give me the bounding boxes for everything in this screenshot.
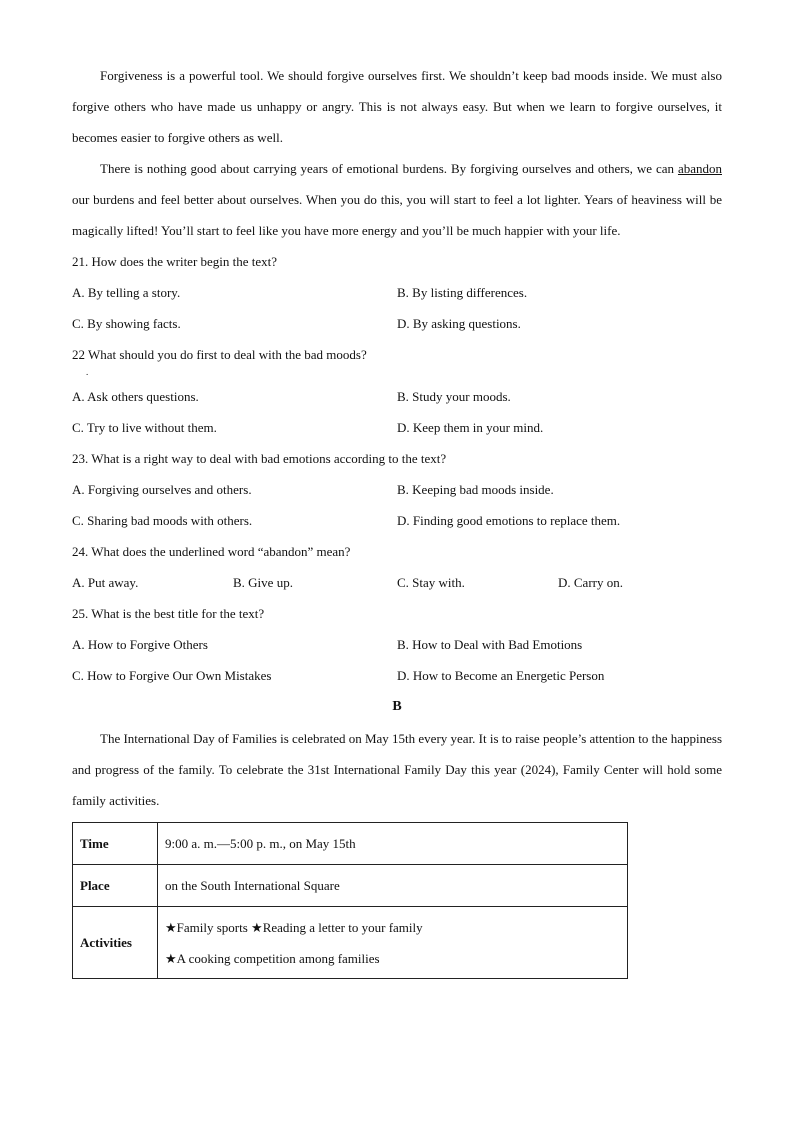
- question-22-options-row: [72, 412, 722, 443]
- place-label: Place: [73, 865, 158, 907]
- passage-a-paragraph-2: [72, 153, 722, 246]
- option-d: D. Keep them in your mind.: [397, 420, 544, 435]
- question-25-options-row: [72, 660, 722, 691]
- section-b-intro: The International Day of Families is celebrated on May 15th every year. It is to raise people’s attention to the happiness and progress of the family. To celebrate the 31st International Family Day this year (2024), Family Center will hold some family activities.: [72, 731, 723, 808]
- table-row: [73, 823, 628, 865]
- option-d: D. By asking questions.: [397, 316, 521, 331]
- option-a: A. Forgiving ourselves and others.: [72, 482, 252, 497]
- time-label: Time: [73, 823, 158, 865]
- question-number-dot: .: [86, 367, 89, 377]
- activities-label: Activities: [73, 907, 158, 979]
- question-22-options-row: [72, 381, 722, 412]
- table-row: [73, 907, 628, 979]
- place-value: on the South International Square: [158, 865, 628, 907]
- question-25-stem: 25. What is the best title for the text?: [72, 606, 265, 621]
- option-a: A. Ask others questions.: [72, 389, 199, 404]
- option-c: C. Stay with.: [397, 575, 465, 590]
- option-a: A. Put away.: [72, 575, 139, 590]
- question-23-options-row: [72, 474, 722, 505]
- option-b: B. Study your moods.: [397, 389, 511, 404]
- option-a: A. By telling a story.: [72, 285, 181, 300]
- table-row: [73, 865, 628, 907]
- underlined-word: abandon: [677, 161, 722, 176]
- question-number: 22: [72, 347, 85, 362]
- section-b-title: B: [392, 699, 402, 714]
- question-23-options-row: [72, 505, 722, 536]
- paragraph-text: our burdens and feel better about ourselves. When you do this, you will start to feel a lot lighter. Years of heaviness will be magically lifted! You’ll start to feel like you have more energy and you’ll be much happier with your life.: [72, 192, 722, 238]
- paragraph-text: There is nothing good about carrying years of emotional burdens. By forgiving ourselves and others, we can: [100, 161, 678, 176]
- option-b: B. By listing differences.: [397, 285, 528, 300]
- option-b: B. How to Deal with Bad Emotions: [397, 637, 583, 652]
- exam-page: [72, 60, 722, 979]
- option-a: A. How to Forgive Others: [72, 637, 208, 652]
- question-21-options-row: [72, 308, 722, 339]
- option-c: C. Try to live without them.: [72, 420, 217, 435]
- question-21-stem: 21. How does the writer begin the text?: [72, 254, 278, 269]
- passage-a-paragraph-1: Forgiveness is a powerful tool. We should forgive ourselves first. We shouldn’t keep bad moods inside. We must also forgive others who have made us unhappy or angry. This is not always easy. But when we learn to forgive ourselves, it becomes easier to forgive others as well.: [72, 68, 722, 145]
- activities-line: ★Family sports ★Reading a letter to your family: [165, 919, 423, 935]
- option-c: C. By showing facts.: [72, 316, 181, 331]
- option-d: D. How to Become an Energetic Person: [397, 668, 605, 683]
- option-b: B. Keeping bad moods inside.: [397, 482, 554, 497]
- question-21-options-row: [72, 277, 722, 308]
- question-24-options-row: [72, 567, 722, 598]
- question-23-stem: 23. What is a right way to deal with bad emotions according to the text?: [72, 451, 447, 466]
- option-d: D. Carry on.: [558, 575, 623, 590]
- question-24-stem: 24. What does the underlined word “abandon” mean?: [72, 544, 351, 559]
- option-d: D. Finding good emotions to replace them.: [397, 513, 621, 528]
- activities-line: ★A cooking competition among families: [165, 950, 380, 966]
- question-text: What should you do first to deal with the bad moods?: [85, 347, 367, 362]
- option-b: B. Give up.: [233, 575, 293, 590]
- option-c: C. How to Forgive Our Own Mistakes: [72, 668, 272, 683]
- activities-value: [158, 907, 628, 979]
- question-25-options-row: [72, 629, 722, 660]
- question-22-stem: [72, 339, 722, 381]
- activity-info-table: [72, 822, 628, 979]
- option-c: C. Sharing bad moods with others.: [72, 513, 253, 528]
- time-value: 9:00 a. m.—5:00 p. m., on May 15th: [158, 823, 628, 865]
